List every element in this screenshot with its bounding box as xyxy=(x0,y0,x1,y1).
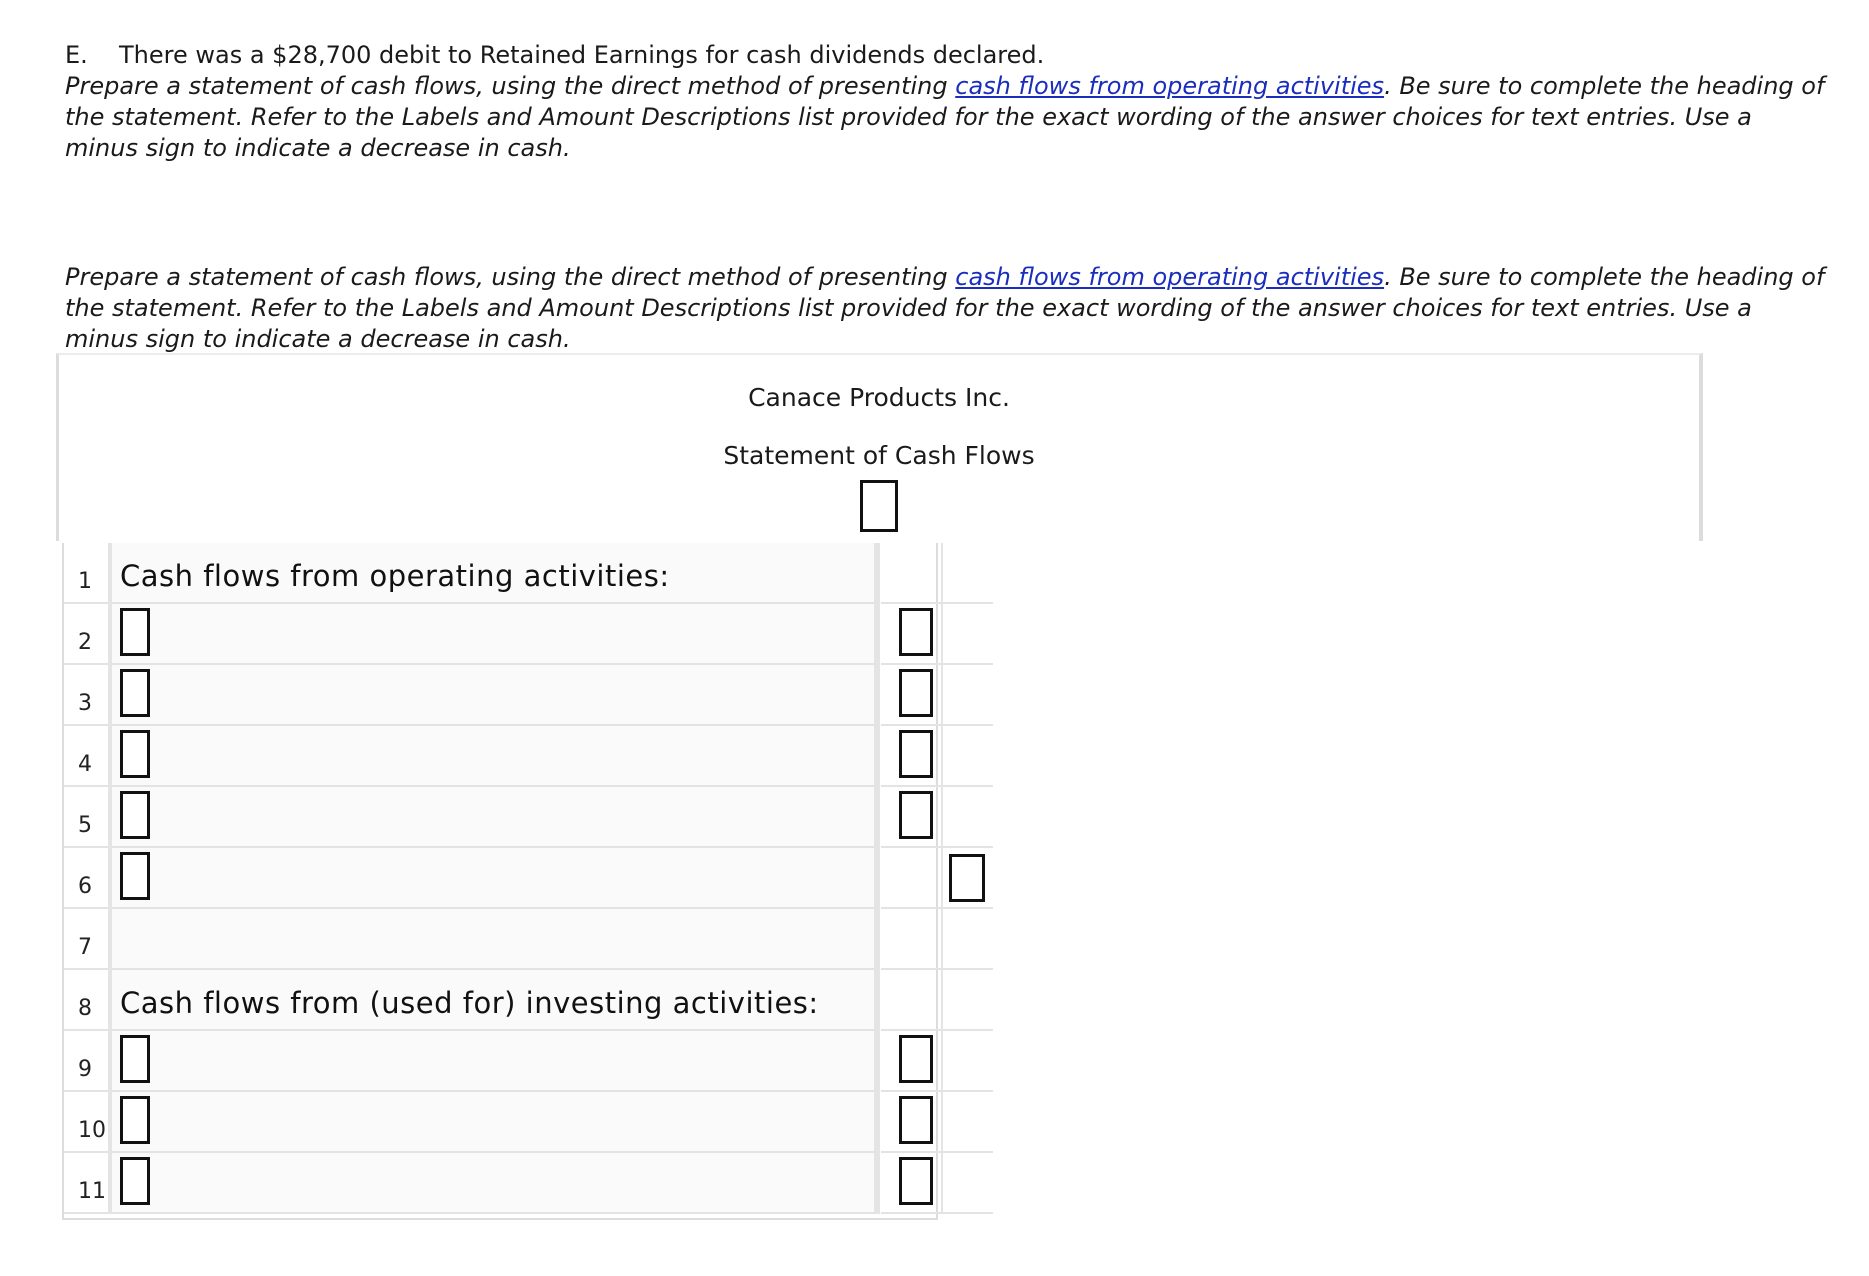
instructions xyxy=(65,71,1825,164)
label-cell xyxy=(112,604,880,665)
row-number-cell xyxy=(64,604,112,665)
amount-input[interactable] xyxy=(899,669,933,717)
amount-input[interactable] xyxy=(899,608,933,656)
row-number: 8 xyxy=(78,996,92,1021)
worksheet-row xyxy=(64,1031,936,1092)
amount-cell-1 xyxy=(881,543,943,604)
statement-heading xyxy=(56,353,1703,541)
instructions-repeat xyxy=(65,262,1825,355)
row-number: 3 xyxy=(78,691,92,716)
item-e xyxy=(65,40,1825,71)
row-number-cell xyxy=(64,848,112,909)
label-input[interactable] xyxy=(120,1157,150,1205)
row-number: 2 xyxy=(78,630,92,655)
amount-cell-1 xyxy=(881,909,943,970)
label-input[interactable] xyxy=(120,608,150,656)
label-input[interactable] xyxy=(120,669,150,717)
worksheet-row xyxy=(64,909,936,970)
investing-activities-heading: Cash flows from (used for) investing activities: xyxy=(120,986,819,1020)
row-number-cell xyxy=(64,787,112,848)
worksheet-row xyxy=(64,604,936,665)
amount-cell-1 xyxy=(881,848,943,909)
row-number: 6 xyxy=(78,874,92,899)
label-input[interactable] xyxy=(120,791,150,839)
amount-cell-2 xyxy=(943,543,993,604)
amount-cell-1 xyxy=(881,726,943,787)
worksheet-row xyxy=(64,726,936,787)
amount-input[interactable] xyxy=(899,1157,933,1205)
row-number-cell xyxy=(64,1031,112,1092)
row-number-cell xyxy=(64,726,112,787)
amount-input[interactable] xyxy=(899,1096,933,1144)
amount-cell-1 xyxy=(881,665,943,726)
worksheet-row xyxy=(64,787,936,848)
row-number-cell xyxy=(64,1153,112,1214)
instruction-suffix-2: . Be sure to complete the heading of the statement. Refer to the Labels and Amount Descriptions list provided for the exact wording of the answer choices for text entries. Use a minus sign to indicate a decrease in cash. xyxy=(65,263,1825,353)
label-input[interactable] xyxy=(120,730,150,778)
cash-flow-worksheet xyxy=(62,543,938,1220)
worksheet-row xyxy=(64,543,936,604)
amount-cell-2 xyxy=(943,909,993,970)
row-number: 1 xyxy=(78,569,92,594)
amount-cell-2 xyxy=(943,787,993,848)
worksheet-row xyxy=(64,1092,936,1153)
item-text: There was a $28,700 debit to Retained Earnings for cash dividends declared. xyxy=(119,41,1045,69)
row-number: 7 xyxy=(78,935,92,960)
label-cell xyxy=(112,665,880,726)
amount-cell-2 xyxy=(943,726,993,787)
amount-cell-1 xyxy=(881,1153,943,1214)
label-cell xyxy=(112,726,880,787)
amount-cell-1 xyxy=(881,1031,943,1092)
row-number: 9 xyxy=(78,1057,92,1082)
row-number-cell xyxy=(64,543,112,604)
amount-input[interactable] xyxy=(899,730,933,778)
item-letter: E. xyxy=(65,41,88,69)
operating-activities-heading: Cash flows from operating activities: xyxy=(120,559,670,593)
instruction-prefix-2: Prepare a statement of cash flows, using the direct method of presenting xyxy=(65,263,956,291)
amount-cell-2 xyxy=(943,1031,993,1092)
amount-cell-1 xyxy=(881,1092,943,1153)
amount-cell-2 xyxy=(943,1092,993,1153)
worksheet-row xyxy=(64,1153,936,1214)
worksheet-row xyxy=(64,970,936,1031)
company-name: Canace Products Inc. xyxy=(748,383,1010,412)
label-cell xyxy=(112,543,880,604)
row-number-cell xyxy=(64,1092,112,1153)
row-number-cell xyxy=(64,970,112,1031)
amount-cell-2 xyxy=(943,848,993,909)
operating-activities-link-2[interactable]: cash flows from operating activities xyxy=(955,263,1385,291)
amount-cell-2 xyxy=(943,665,993,726)
label-input[interactable] xyxy=(120,1096,150,1144)
row-number: 5 xyxy=(78,813,92,838)
amount-cell-1 xyxy=(881,787,943,848)
statement-title: Statement of Cash Flows xyxy=(723,441,1035,470)
label-input[interactable] xyxy=(120,1035,150,1083)
worksheet-row xyxy=(64,848,936,909)
row-number-cell xyxy=(64,665,112,726)
label-cell xyxy=(112,970,880,1031)
row-number-cell xyxy=(64,909,112,970)
label-input[interactable] xyxy=(120,852,150,900)
instruction-suffix: . Be sure to complete the heading of the statement. Refer to the Labels and Amount Descriptions list provided for the exact wording of the answer choices for text entries. Use a minus sign to indicate a decrease in cash. xyxy=(65,72,1825,162)
operating-activities-link[interactable]: cash flows from operating activities xyxy=(955,72,1385,100)
row-number: 10 xyxy=(78,1118,106,1143)
amount-cell-2 xyxy=(943,1153,993,1214)
label-cell xyxy=(112,848,880,909)
row-number: 11 xyxy=(78,1179,106,1204)
amount-input[interactable] xyxy=(899,791,933,839)
label-cell xyxy=(112,909,880,970)
worksheet-row xyxy=(64,665,936,726)
amount-cell-2 xyxy=(943,970,993,1031)
amount-cell-1 xyxy=(881,604,943,665)
row-number: 4 xyxy=(78,752,92,777)
amount-cell-2 xyxy=(943,604,993,665)
label-cell xyxy=(112,1153,880,1214)
label-cell xyxy=(112,1031,880,1092)
amount-cell-1 xyxy=(881,970,943,1031)
amount-input[interactable] xyxy=(899,1035,933,1083)
problem-intro xyxy=(65,40,1825,164)
total-amount-input[interactable] xyxy=(949,854,985,902)
label-cell xyxy=(112,1092,880,1153)
instruction-prefix: Prepare a statement of cash flows, using the direct method of presenting xyxy=(65,72,956,100)
statement-date-input[interactable] xyxy=(860,480,898,532)
label-cell xyxy=(112,787,880,848)
